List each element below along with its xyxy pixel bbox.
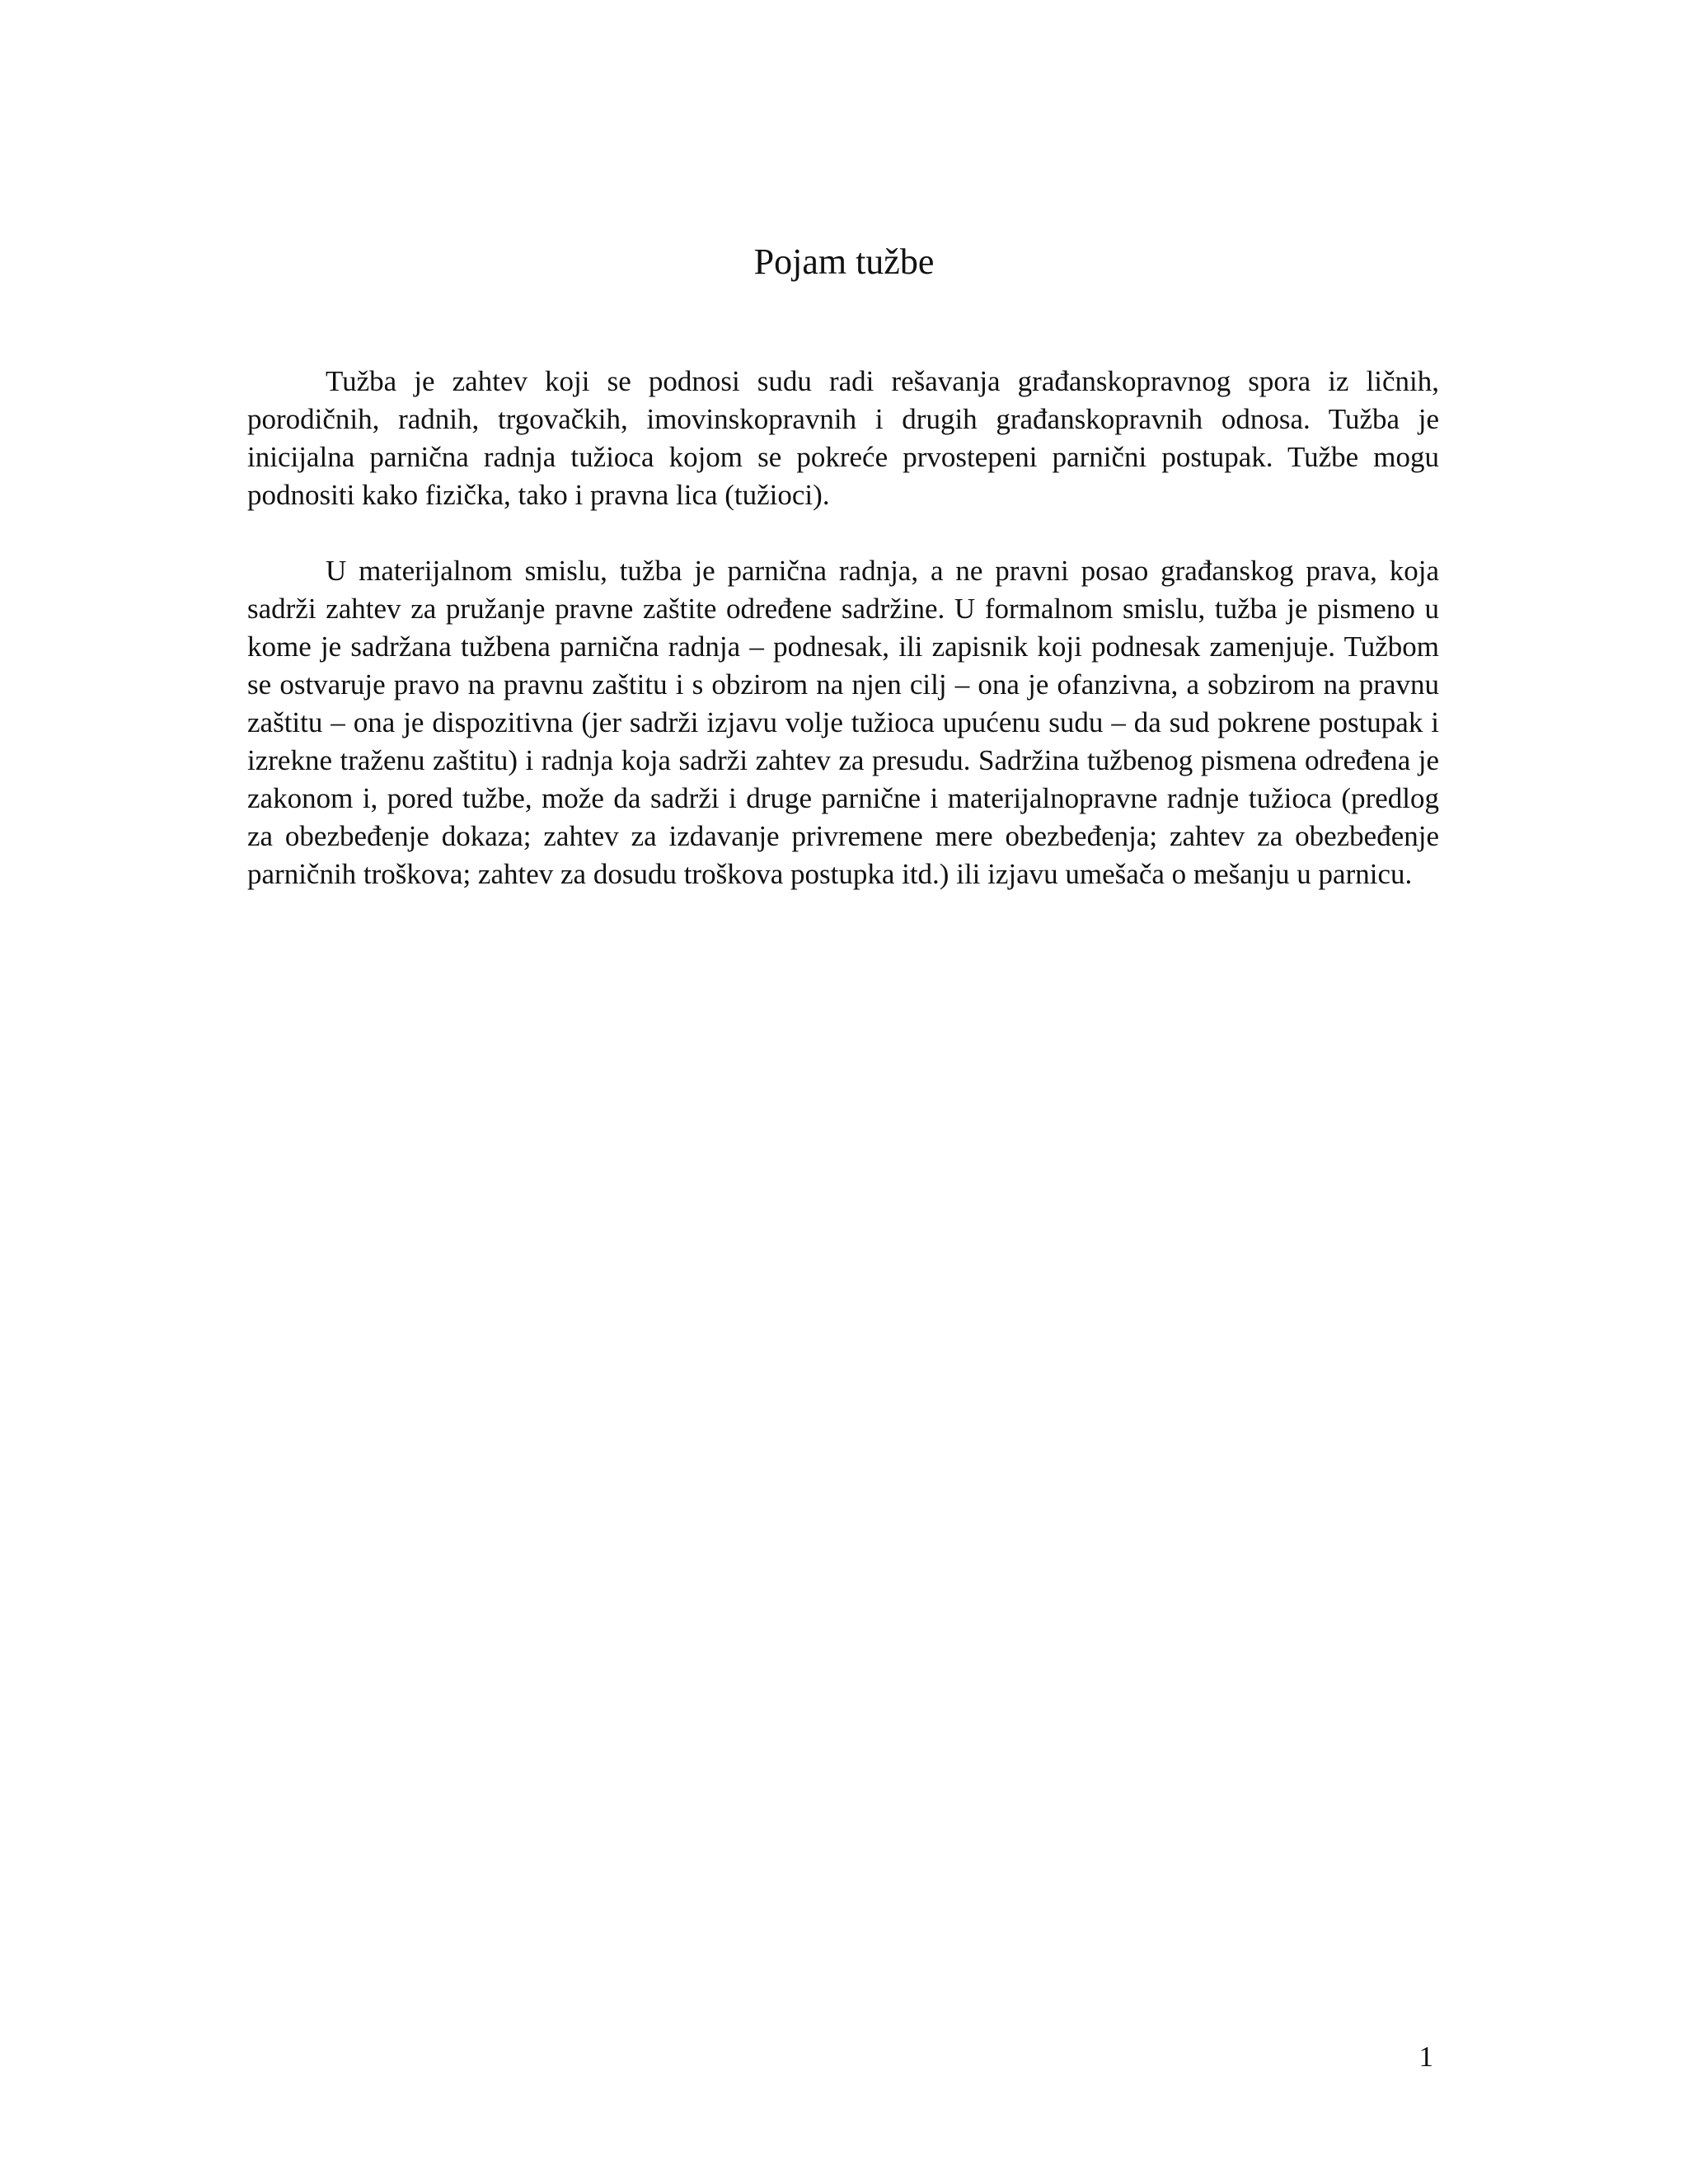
- document-body: [247, 363, 1439, 931]
- page-number: 1: [1418, 2041, 1433, 2073]
- page-title: Pojam tužbe: [753, 241, 935, 282]
- paragraph-1: Tužba je zahtev koji se podnosi sudu radi rešavanja građanskopravnog spora iz ličnih, porodičnih, radnih, trgovačkih, imovinskopravnih i drugih građanskopravnih odnosa. Tužba je inicijalna parnična radnja tužioca kojom se pokreće prvostepeni parnični postupak. Tužbe mogu podnositi kako fizička, tako i pravna lica (tužioci).: [247, 365, 1439, 511]
- paragraph-2: U materijalnom smislu, tužba je parnična radnja, a ne pravni posao građanskog prava, koja sadrži zahtev za pružanje pravne zaštite određene sadržine. U formalnom smislu, tužba je pismeno u kome je sadržana tužbena parnična radnja – podnesak, ili zapisnik koji podnesak zamenjuje. Tužbom se ostvaruje pravo na pravnu zaštitu i s obzirom na njen cilj – ona je ofanzivna, a sobzirom na pravnu zaštitu – ona je dispozitivna (jer sadrži izjavu volje tužioca upućenu sudu – da sud pokrene postupak i izrekne traženu zaštitu) i radnja koja sadrži zahtev za presudu. Sadržina tužbenog pismena određena je zakonom i, pored tužbe, može da sadrži i druge parnične i materijalnopravne radnje tužioca (predlog za obezbeđenje dokaza; zahtev za izdavanje privremene mere obezbeđenja; zahtev za obezbeđenje parničnih troškova; zahtev za dosudu troškova postupka itd.) ili izjavu umešača o mešanju u parnicu.: [247, 555, 1439, 890]
